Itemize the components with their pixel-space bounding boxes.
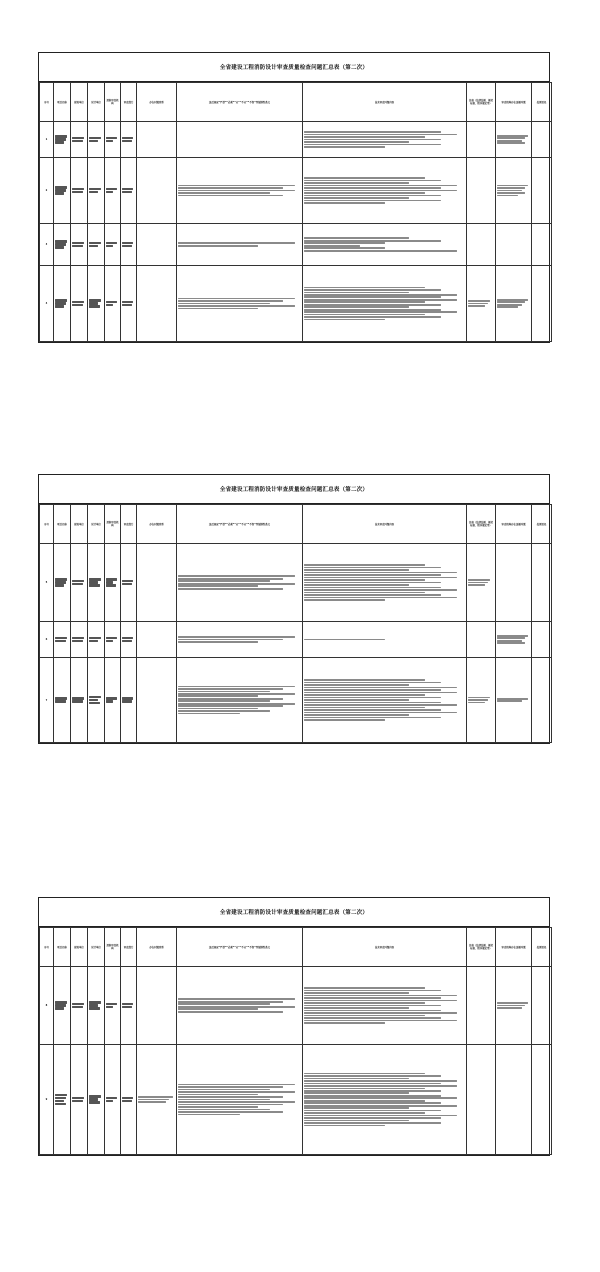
cell-blurred (105, 1045, 121, 1155)
cell-empty (532, 544, 552, 622)
header-cell: 违反国家“严禁”“必须”“应”“不应”“不得”等强制性条文 (177, 928, 303, 967)
table-row (40, 622, 552, 658)
table-row (40, 967, 552, 1045)
row-number: 4 (40, 266, 54, 342)
cell-blurred (467, 544, 496, 622)
cell-blurred (54, 224, 71, 266)
cell-blurred (88, 224, 105, 266)
cell-empty (532, 122, 552, 158)
row-number: 3 (40, 224, 54, 266)
cell-blurred (71, 122, 88, 158)
sheet-page-3 (38, 897, 550, 1156)
cell-empty (137, 266, 177, 342)
cell-blurred (496, 158, 532, 224)
cell-blurred (54, 967, 71, 1045)
cell-empty (137, 544, 177, 622)
header-cell: 其他（法律法规、规范标准、程序规定等） (467, 928, 496, 967)
header-cell: 设计单位 (88, 505, 105, 544)
cell-blurred (54, 158, 71, 224)
cell-empty (532, 266, 552, 342)
cell-blurred (71, 266, 88, 342)
cell-empty (496, 1045, 532, 1155)
header-cell: 建设单位 (71, 928, 88, 967)
sheet-page-1 (38, 52, 550, 343)
cell-blurred (303, 622, 467, 658)
cell-blurred (105, 967, 121, 1045)
header-cell: 存在问题类型 (137, 928, 177, 967)
header-cell: 技术审查问题内容 (303, 83, 467, 122)
header-cell: 序号 (40, 505, 54, 544)
cell-blurred (467, 266, 496, 342)
cell-empty (532, 1045, 552, 1155)
cell-blurred (177, 658, 303, 743)
header-row (40, 505, 552, 544)
header-cell: 存在问题类型 (137, 83, 177, 122)
cell-blurred (496, 967, 532, 1045)
cell-empty (137, 158, 177, 224)
cell-blurred (105, 266, 121, 342)
cell-blurred (88, 122, 105, 158)
cell-blurred (88, 158, 105, 224)
header-cell: 设计单位 (88, 928, 105, 967)
cell-blurred (121, 658, 137, 743)
cell-blurred (105, 658, 121, 743)
cell-blurred (71, 622, 88, 658)
cell-empty (532, 224, 552, 266)
cell-blurred (54, 544, 71, 622)
header-cell: 项目名称 (54, 505, 71, 544)
cell-blurred (88, 622, 105, 658)
header-cell: 建设单位 (71, 83, 88, 122)
cell-blurred (105, 158, 121, 224)
cell-empty (467, 224, 496, 266)
cell-blurred (177, 1045, 303, 1155)
row-number: 5 (40, 544, 54, 622)
cell-blurred (303, 266, 467, 342)
cell-blurred (496, 122, 532, 158)
header-cell: 项目名称 (54, 928, 71, 967)
cell-blurred (303, 544, 467, 622)
issues-table (39, 927, 552, 1155)
header-cell: 消防审查机构 (105, 928, 121, 967)
header-cell: 处理意见 (532, 505, 552, 544)
cell-blurred (303, 967, 467, 1045)
cell-blurred (71, 1045, 88, 1155)
cell-empty (467, 122, 496, 158)
sheet-page-2 (38, 474, 550, 744)
table-row (40, 544, 552, 622)
header-cell: 其他（法律法规、规范标准、程序规定等） (467, 505, 496, 544)
header-cell: 审查机构存在违规问题 (496, 928, 532, 967)
header-cell: 处理意见 (532, 83, 552, 122)
cell-blurred (105, 544, 121, 622)
header-cell: 其他（法律法规、规范标准、程序规定等） (467, 83, 496, 122)
cell-blurred (496, 266, 532, 342)
header-cell: 审查机构存在违规问题 (496, 83, 532, 122)
header-cell: 审查机构存在违规问题 (496, 505, 532, 544)
header-cell: 设计单位 (88, 83, 105, 122)
cell-blurred (177, 967, 303, 1045)
row-number: 1 (40, 122, 54, 158)
cell-empty (532, 658, 552, 743)
row-number: 6 (40, 622, 54, 658)
cell-empty (137, 622, 177, 658)
header-cell: 审查部门 (121, 83, 137, 122)
sheet-title: 全省建设工程消防设计审查质量检查问题汇总表（第二次） (39, 898, 549, 927)
sheet-title: 全省建设工程消防设计审查质量检查问题汇总表（第二次） (39, 475, 549, 504)
header-cell: 消防审查机构 (105, 505, 121, 544)
row-number: 2 (40, 158, 54, 224)
cell-blurred (177, 544, 303, 622)
header-cell: 项目名称 (54, 83, 71, 122)
cell-blurred (137, 1045, 177, 1155)
header-row (40, 83, 552, 122)
cell-blurred (54, 658, 71, 743)
cell-blurred (303, 1045, 467, 1155)
header-cell: 序号 (40, 928, 54, 967)
cell-blurred (121, 266, 137, 342)
cell-empty (467, 158, 496, 224)
cell-blurred (88, 266, 105, 342)
row-number: 7 (40, 658, 54, 743)
header-cell: 审查部门 (121, 505, 137, 544)
cell-blurred (71, 658, 88, 743)
header-cell: 序号 (40, 83, 54, 122)
issues-table (39, 504, 552, 743)
cell-blurred (496, 658, 532, 743)
cell-empty (137, 967, 177, 1045)
cell-blurred (121, 1045, 137, 1155)
table-row (40, 1045, 552, 1155)
header-cell: 建设单位 (71, 505, 88, 544)
cell-empty (532, 158, 552, 224)
cell-blurred (54, 266, 71, 342)
cell-blurred (303, 224, 467, 266)
header-cell: 技术审查问题内容 (303, 505, 467, 544)
cell-blurred (54, 622, 71, 658)
header-cell: 存在问题类型 (137, 505, 177, 544)
cell-blurred (121, 967, 137, 1045)
row-number: 9 (40, 1045, 54, 1155)
cell-blurred (88, 967, 105, 1045)
header-cell: 审查部门 (121, 928, 137, 967)
cell-blurred (467, 658, 496, 743)
cell-empty (467, 1045, 496, 1155)
table-row (40, 158, 552, 224)
cell-blurred (177, 224, 303, 266)
cell-blurred (177, 266, 303, 342)
cell-blurred (71, 544, 88, 622)
header-cell: 技术审查问题内容 (303, 928, 467, 967)
cell-empty (496, 224, 532, 266)
cell-empty (467, 967, 496, 1045)
header-cell: 违反国家“严禁”“必须”“应”“不应”“不得”等强制性条文 (177, 505, 303, 544)
cell-empty (496, 544, 532, 622)
cell-blurred (121, 158, 137, 224)
cell-blurred (121, 122, 137, 158)
cell-blurred (54, 122, 71, 158)
cell-blurred (177, 158, 303, 224)
header-row (40, 928, 552, 967)
header-cell: 消防审查机构 (105, 83, 121, 122)
header-cell: 违反国家“严禁”“必须”“应”“不应”“不得”等强制性条文 (177, 83, 303, 122)
cell-empty (532, 622, 552, 658)
issues-table (39, 82, 552, 342)
cell-blurred (496, 622, 532, 658)
cell-blurred (303, 158, 467, 224)
header-cell: 处理意见 (532, 928, 552, 967)
row-number: 8 (40, 967, 54, 1045)
cell-blurred (105, 622, 121, 658)
cell-empty (137, 658, 177, 743)
cell-blurred (303, 658, 467, 743)
table-row (40, 224, 552, 266)
cell-blurred (54, 1045, 71, 1155)
cell-blurred (105, 224, 121, 266)
cell-blurred (121, 224, 137, 266)
cell-empty (177, 122, 303, 158)
table-row (40, 266, 552, 342)
cell-empty (137, 224, 177, 266)
cell-empty (467, 622, 496, 658)
cell-blurred (88, 1045, 105, 1155)
cell-blurred (303, 122, 467, 158)
cell-blurred (121, 544, 137, 622)
cell-blurred (105, 122, 121, 158)
cell-blurred (71, 967, 88, 1045)
cell-blurred (177, 622, 303, 658)
cell-blurred (71, 158, 88, 224)
table-row (40, 658, 552, 743)
cell-empty (532, 967, 552, 1045)
cell-empty (137, 122, 177, 158)
cell-blurred (71, 224, 88, 266)
cell-blurred (121, 622, 137, 658)
cell-blurred (88, 544, 105, 622)
sheet-title: 全省建设工程消防设计审查质量检查问题汇总表（第二次） (39, 53, 549, 82)
cell-blurred (88, 658, 105, 743)
table-row (40, 122, 552, 158)
